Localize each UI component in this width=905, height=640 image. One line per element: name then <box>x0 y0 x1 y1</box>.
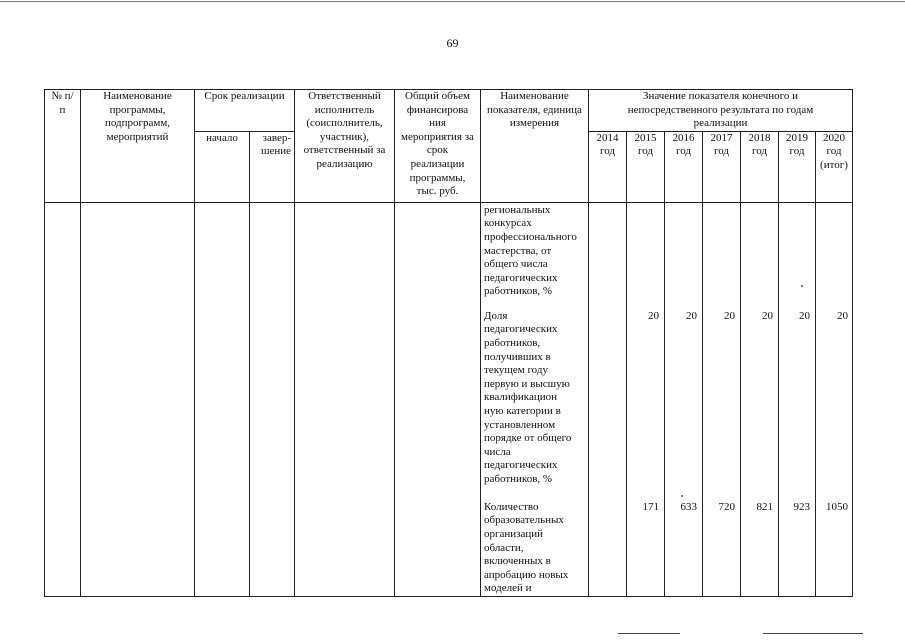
body-executor-cell <box>295 202 395 596</box>
header-volume: Общий объем финансирова ния мероприятия за срок реализации программы, тыс. руб. <box>395 90 481 203</box>
body-cell-2014 <box>589 202 627 596</box>
header-name: Наименование программы, подпрограмм, мероприятий <box>81 90 195 203</box>
header-executor: Ответственный исполнитель (соисполнитель, участник), ответственный за реализацию <box>295 90 395 203</box>
value-row3-2016: 633 <box>680 500 697 513</box>
body-cell-2018 <box>741 202 779 596</box>
indicator-row-1: региональных конкурсах профессионального мастерства, от общего числа педагогических работников, % <box>484 203 577 298</box>
program-table <box>44 89 853 597</box>
body-start-cell <box>195 202 250 596</box>
value-row3-2017: 720 <box>718 500 735 513</box>
header-year-2016: 2016 год <box>665 131 703 202</box>
value-row3-2018: 821 <box>756 500 773 513</box>
body-name-cell <box>81 202 195 596</box>
header-year-2015: 2015 год <box>627 131 665 202</box>
value-row2-2015: 20 <box>648 309 659 322</box>
page-number: 69 <box>446 36 459 50</box>
body-volume-cell <box>395 202 481 596</box>
body-cell-2017 <box>703 202 741 596</box>
scan-speck <box>681 495 683 497</box>
value-row2-2016: 20 <box>686 309 697 322</box>
header-period-end: завер-шение <box>250 131 295 202</box>
header-period-start: начало <box>195 131 250 202</box>
scan-speck <box>801 285 803 287</box>
body-cell-2015 <box>627 202 665 596</box>
header-year-2018: 2018 год <box>741 131 779 202</box>
header-year-2017: 2017 год <box>703 131 741 202</box>
header-period: Срок реализации <box>195 90 295 132</box>
body-cell-2019 <box>779 202 816 596</box>
value-row2-2018: 20 <box>762 309 773 322</box>
body-end-cell <box>250 202 295 596</box>
body-indicator-cell <box>481 202 589 596</box>
header-indicator: Наименование показателя, единица измерения <box>481 90 589 203</box>
header-year-2020: 2020 год (итог) <box>816 131 853 202</box>
body-cell-2020 <box>816 202 853 596</box>
value-row2-2019: 20 <box>799 309 810 322</box>
scan-bottom-line-left <box>618 633 680 634</box>
value-row2-2017: 20 <box>724 309 735 322</box>
scan-bottom-line-right <box>763 633 863 634</box>
header-num: № п/п <box>45 90 81 203</box>
header-year-2019: 2019 год <box>779 131 816 202</box>
body-num-cell <box>45 202 81 596</box>
indicator-row-3: Количество образовательных организаций области, включенных в апробацию новых моделей и <box>484 500 569 595</box>
header-year-2014: 2014 год <box>589 131 627 202</box>
value-row2-2020: 20 <box>837 309 848 322</box>
indicator-row-2: Доля педагогических работников, получивших в текущем году первую и высшую квалификацион ную категории в установленном порядке от общего числа педагогических работников, % <box>484 309 572 485</box>
value-row3-2015: 171 <box>642 500 659 513</box>
scan-top-line <box>0 1 905 2</box>
header-values-title: Значение показателя конечного и непосредственного результата по годам реализации <box>589 90 853 132</box>
value-row3-2019: 923 <box>793 500 810 513</box>
value-row3-2020: 1050 <box>826 500 848 513</box>
body-cell-2016 <box>665 202 703 596</box>
